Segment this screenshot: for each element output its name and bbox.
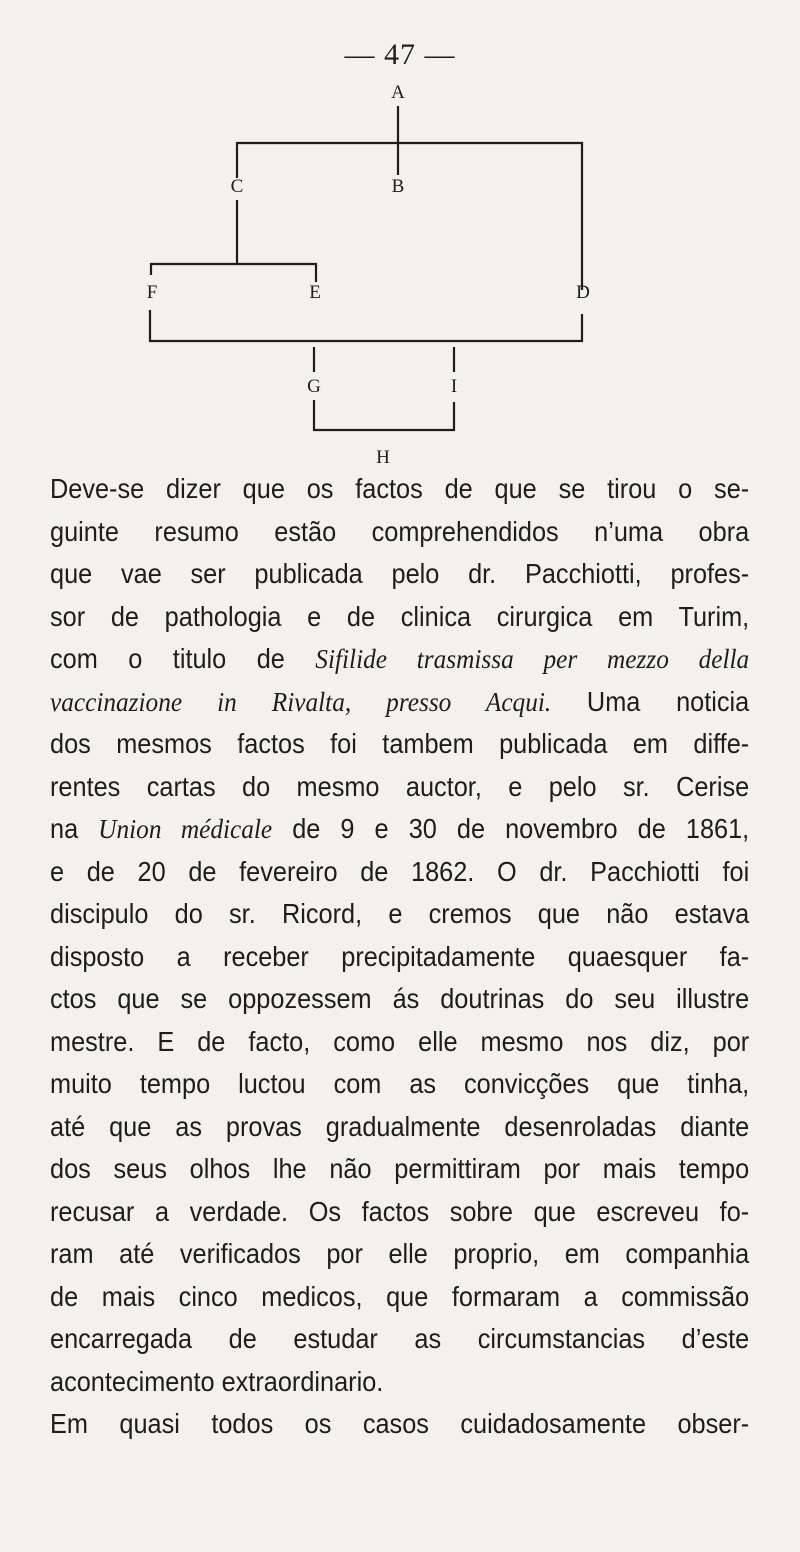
edge-f-d — [150, 310, 582, 341]
text-line: recusar a verdade. Os factos sobre que escreveu fo- — [50, 1195, 750, 1227]
italic-journal: Union médicale — [98, 813, 273, 844]
text-line: acontecimento extraordinario. — [50, 1365, 384, 1397]
node-i: I — [450, 376, 458, 397]
italic-title: vaccinazione in Rivalta, presso Acqui. — [50, 685, 552, 717]
node-b: B — [391, 176, 405, 197]
node-a: A — [391, 82, 405, 103]
edge-g-i-h — [314, 400, 454, 430]
text-line: rentes cartas do mesmo auctor, e pelo sr. Cerise — [50, 770, 750, 802]
node-d: D — [576, 282, 590, 303]
text-line: sor de pathologia e de clinica cirurgica em Turim, — [50, 600, 750, 632]
edge-c-f-e — [151, 264, 316, 282]
text-line: dos seus olhos lhe não permittiram por mais tempo — [50, 1153, 750, 1184]
text-line: até que as provas gradualmente desenroladas diante — [50, 1110, 750, 1142]
text-line: que vae ser publicada pelo dr. Pacchiotti, profes- — [50, 558, 750, 589]
transmission-diagram — [0, 0, 800, 470]
text-line: e de 20 de fevereiro de 1862. O dr. Pacchiotti foi — [50, 855, 750, 887]
text-line: disposto a receber precipitadamente quaesquer fa- — [50, 940, 750, 972]
edge-a-c-d — [237, 143, 582, 290]
text-line: vaccinazione in Rivalta, presso Acqui. Uma noticia — [50, 685, 750, 717]
text-line: ctos que se oppozessem ás doutrinas do seu illustre — [50, 983, 750, 1014]
text-line: guinte resumo estão comprehendidos n’uma obra — [50, 515, 750, 547]
text-line: muito tempo luctou com as convicções que tinha, — [50, 1068, 750, 1099]
node-g: G — [307, 376, 321, 397]
node-h: H — [376, 447, 390, 468]
italic-title: Sifilide trasmissa per mezzo della — [315, 643, 750, 674]
body-text — [50, 468, 749, 1446]
text-line: com o titulo de Sifilide trasmissa per mezzo della — [50, 643, 750, 674]
text-line: de mais cinco medicos, que formaram a commissão — [50, 1280, 750, 1312]
text-line: na Union médicale de 9 e 30 de novembro de 1861, — [50, 813, 750, 844]
text-line: discipulo do sr. Ricord, e cremos que não estava — [50, 898, 750, 929]
text-line: Em quasi todos os casos cuidadosamente obser- — [50, 1408, 750, 1439]
text-line: encarregada de estudar as circumstancias d’este — [50, 1323, 750, 1354]
node-f: F — [146, 282, 158, 303]
text-line: ram até verificados por elle proprio, em companhia — [50, 1238, 750, 1269]
text-line: dos mesmos factos foi tambem publicada em diffe- — [50, 728, 750, 759]
node-c: C — [230, 176, 244, 197]
node-e: E — [309, 282, 321, 303]
text-line: mestre. E de facto, como elle mesmo nos diz, por — [50, 1025, 750, 1057]
page-number: — 47 — — [344, 38, 456, 71]
text-line: Deve-se dizer que os factos de que se tirou o se- — [50, 473, 750, 504]
